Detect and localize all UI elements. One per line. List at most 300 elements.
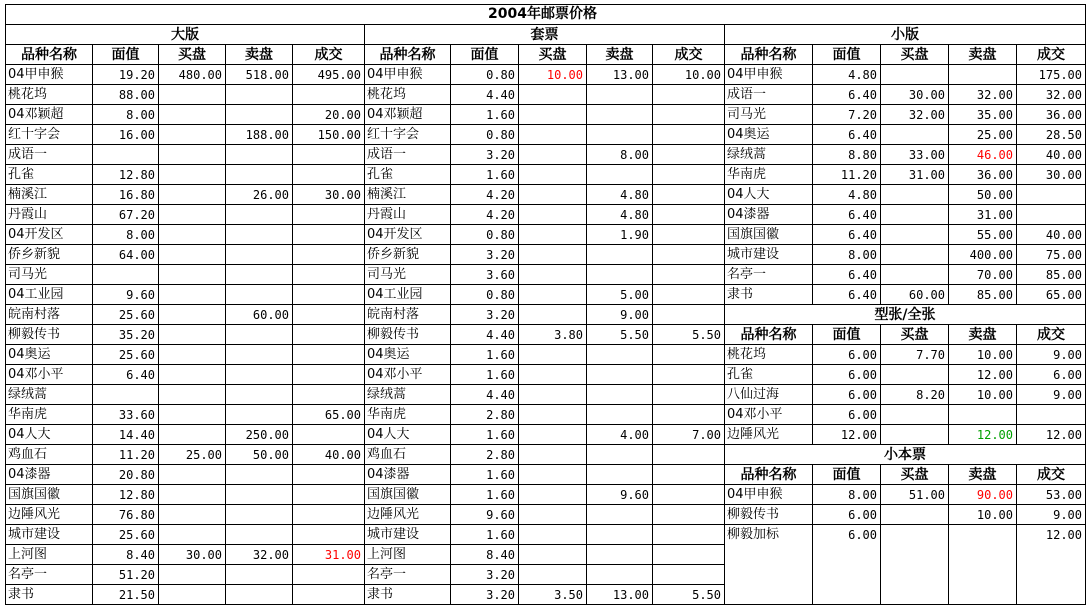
- price-cell: 50.00: [252, 448, 289, 462]
- stamp-name-cell: 04邓颖超: [367, 107, 423, 122]
- section-title: 小本票: [884, 447, 926, 463]
- price-cell: 4.20: [486, 188, 515, 202]
- stamp-name-cell: 04人大: [8, 427, 51, 442]
- price-cell: [226, 345, 292, 365]
- grid-line: [5, 364, 725, 365]
- price-cell: [949, 405, 1016, 425]
- price-cell: [653, 385, 724, 405]
- price-cell: [653, 285, 724, 305]
- price-cell: 12.00: [976, 368, 1013, 382]
- price-cell: [293, 285, 364, 305]
- price-cell: 4.40: [486, 388, 515, 402]
- price-cell: [653, 205, 724, 225]
- grid-line: [724, 144, 1086, 145]
- price-cell: 30.00: [185, 548, 222, 562]
- stamp-name-cell: 八仙过海: [727, 387, 780, 402]
- grid-line: [5, 184, 725, 185]
- grid-line: [724, 64, 1086, 65]
- price-cell: [93, 265, 158, 285]
- grid-line: [5, 24, 6, 604]
- stamp-name-cell: 成语一: [8, 147, 48, 162]
- price-cell: [519, 145, 586, 165]
- grid-line: [724, 364, 1086, 365]
- price-cell: [159, 345, 225, 365]
- column-header: 买盘: [900, 467, 929, 483]
- price-cell: 31.00: [976, 208, 1013, 222]
- price-cell: 32.00: [252, 548, 289, 562]
- price-cell: 8.40: [486, 548, 515, 562]
- price-cell: 32.00: [976, 88, 1013, 102]
- price-cell: [159, 305, 225, 325]
- price-cell: 3.20: [486, 568, 515, 582]
- price-cell: 33.60: [118, 408, 155, 422]
- price-cell: 400.00: [969, 248, 1013, 262]
- stamp-name-cell: 司马光: [727, 107, 767, 122]
- stamp-name-cell: 上河图: [367, 547, 407, 562]
- stamp-name-cell: 04甲申猴: [727, 487, 783, 502]
- column-header: 品种名称: [740, 327, 797, 343]
- grid-line: [5, 324, 725, 325]
- price-cell: 20.80: [118, 468, 155, 482]
- grid-line: [724, 264, 1086, 265]
- stamp-name-cell: 04甲申猴: [727, 67, 783, 82]
- price-cell: [587, 125, 652, 145]
- price-cell: 4.20: [486, 208, 515, 222]
- price-cell: 4.80: [848, 68, 877, 82]
- price-cell: [587, 105, 652, 125]
- column-header: 成交: [314, 47, 343, 63]
- stamp-name-cell: 隶书: [8, 587, 35, 602]
- grid-line: [450, 44, 451, 604]
- grid-line: [724, 204, 1086, 205]
- stamp-name-cell: 绿绒蒿: [8, 387, 48, 402]
- stamp-name-cell: 侨乡新貌: [367, 247, 420, 262]
- price-cell: 65.00: [1045, 288, 1082, 302]
- price-cell: 60.00: [252, 308, 289, 322]
- price-cell: [881, 245, 948, 265]
- price-cell: 4.40: [486, 328, 515, 342]
- price-cell: [159, 165, 225, 185]
- price-cell: 25.00: [185, 448, 222, 462]
- price-cell: [226, 365, 292, 385]
- stamp-name-cell: 柳毅加标: [727, 527, 780, 542]
- price-cell: [881, 185, 948, 205]
- stamp-name-cell: 边陲风光: [727, 427, 780, 442]
- grid-line: [948, 464, 949, 604]
- price-cell: [519, 405, 586, 425]
- price-cell: [226, 485, 292, 505]
- price-cell: [293, 265, 364, 285]
- stamp-name-cell: 孔雀: [367, 167, 394, 182]
- price-cell: [293, 485, 364, 505]
- price-cell: [653, 485, 724, 505]
- price-cell: [159, 105, 225, 125]
- stamp-name-cell: 城市建设: [727, 247, 780, 262]
- price-cell: [653, 245, 724, 265]
- price-cell: 10.00: [976, 388, 1013, 402]
- stamp-name-cell: 04漆器: [8, 467, 51, 482]
- stamp-name-cell: 桃花坞: [8, 87, 48, 102]
- price-cell: 32.00: [1045, 88, 1082, 102]
- stamp-name-cell: 城市建设: [367, 527, 420, 542]
- price-cell: [293, 565, 364, 585]
- price-cell: 1.60: [486, 348, 515, 362]
- stamp-name-cell: 鸡血石: [8, 447, 48, 462]
- price-cell: [653, 185, 724, 205]
- price-cell: [519, 365, 586, 385]
- price-cell: [587, 445, 652, 465]
- price-cell: 4.80: [620, 188, 649, 202]
- price-cell: [881, 225, 948, 245]
- price-cell: [226, 465, 292, 485]
- grid-line: [948, 44, 949, 304]
- price-cell: [159, 225, 225, 245]
- price-cell: [519, 485, 586, 505]
- price-cell: [881, 265, 948, 285]
- price-cell: 11.20: [118, 448, 155, 462]
- price-cell: [159, 405, 225, 425]
- price-cell: 25.60: [118, 348, 155, 362]
- price-cell: 1.90: [620, 228, 649, 242]
- section-title: 型张/全张: [874, 307, 936, 323]
- column-header: 卖盘: [968, 327, 997, 343]
- grid-line: [5, 44, 1086, 45]
- price-cell: 25.60: [118, 528, 155, 542]
- price-cell: 10.00: [976, 508, 1013, 522]
- price-cell: [519, 245, 586, 265]
- price-cell: [293, 205, 364, 225]
- price-cell: 85.00: [976, 288, 1013, 302]
- price-cell: 9.00: [620, 308, 649, 322]
- price-cell: 6.40: [126, 368, 155, 382]
- price-cell: 1.60: [486, 468, 515, 482]
- price-cell: [519, 545, 586, 565]
- price-cell: [653, 345, 724, 365]
- grid-line: [5, 544, 725, 545]
- price-cell: 51.20: [118, 568, 155, 582]
- price-cell: 51.00: [908, 488, 945, 502]
- price-cell: 4.00: [620, 428, 649, 442]
- price-cell: 0.80: [486, 288, 515, 302]
- grid-line: [5, 584, 725, 585]
- price-cell: 9.60: [486, 508, 515, 522]
- grid-line: [724, 464, 1086, 465]
- grid-line: [724, 124, 1086, 125]
- price-cell: 13.00: [612, 588, 649, 602]
- price-cell: 75.00: [1045, 248, 1082, 262]
- price-cell: 21.50: [118, 588, 155, 602]
- stamp-name-cell: 国旗国徽: [727, 227, 780, 242]
- price-cell: 64.00: [118, 248, 155, 262]
- price-cell: 480.00: [178, 68, 222, 82]
- stamp-name-cell: 司马光: [367, 267, 407, 282]
- price-cell: 40.00: [1045, 148, 1082, 162]
- price-cell: 6.40: [848, 288, 877, 302]
- grid-line: [812, 44, 813, 304]
- grid-line: [724, 444, 1086, 445]
- stamp-name-cell: 名亭一: [367, 567, 407, 582]
- grid-line: [5, 244, 725, 245]
- price-cell: 55.00: [976, 228, 1013, 242]
- price-cell: [293, 325, 364, 345]
- price-cell: [226, 245, 292, 265]
- price-cell: 8.00: [848, 488, 877, 502]
- price-cell: [881, 125, 948, 145]
- price-cell: [226, 405, 292, 425]
- grid-line: [724, 24, 725, 604]
- price-cell: [226, 505, 292, 525]
- price-cell: 90.00: [976, 488, 1013, 502]
- grid-line: [5, 384, 725, 385]
- grid-line: [5, 564, 725, 565]
- stamp-name-cell: 侨乡新貌: [8, 247, 61, 262]
- stamp-name-cell: 04工业园: [8, 287, 64, 302]
- price-cell: 175.00: [1038, 68, 1082, 82]
- column-header: 面值: [832, 47, 861, 63]
- stamp-name-cell: 鸡血石: [367, 447, 407, 462]
- price-cell: 8.00: [126, 228, 155, 242]
- grid-line: [724, 344, 1086, 345]
- grid-line: [5, 224, 725, 225]
- price-cell: [519, 265, 586, 285]
- price-cell: 11.20: [840, 168, 877, 182]
- grid-line: [5, 444, 725, 445]
- price-cell: 76.80: [118, 508, 155, 522]
- price-cell: 26.00: [252, 188, 289, 202]
- price-cell: [653, 365, 724, 385]
- price-cell: 9.00: [1053, 348, 1082, 362]
- price-cell: [881, 425, 948, 445]
- grid-line: [5, 404, 725, 405]
- grid-line: [5, 84, 725, 85]
- grid-line: [724, 284, 1086, 285]
- price-cell: [519, 445, 586, 465]
- price-cell: [653, 165, 724, 185]
- price-cell: 67.20: [118, 208, 155, 222]
- price-cell: [293, 505, 364, 525]
- price-cell: [587, 505, 652, 525]
- price-cell: 16.00: [118, 128, 155, 142]
- grid-line: [724, 324, 1086, 325]
- column-header: 面值: [111, 47, 140, 63]
- price-cell: 6.40: [848, 128, 877, 142]
- price-cell: 9.00: [1053, 388, 1082, 402]
- price-cell: [159, 325, 225, 345]
- price-cell: [293, 385, 364, 405]
- grid-line: [5, 524, 725, 525]
- price-cell: 53.00: [1045, 488, 1082, 502]
- grid-line: [5, 144, 725, 145]
- stamp-name-cell: 孔雀: [8, 167, 35, 182]
- section-title: 大版: [171, 27, 199, 43]
- price-cell: [587, 165, 652, 185]
- price-cell: 6.00: [848, 408, 877, 422]
- price-cell: 13.00: [612, 68, 649, 82]
- grid-line: [1016, 324, 1017, 444]
- price-cell: [159, 565, 225, 585]
- price-cell: [293, 145, 364, 165]
- column-header: 买盘: [178, 47, 206, 63]
- grid-line: [724, 164, 1086, 165]
- stamp-name-cell: 04邓小平: [727, 407, 783, 422]
- grid-line: [724, 524, 1086, 525]
- price-cell: [653, 505, 724, 525]
- stamp-name-cell: 隶书: [367, 587, 394, 602]
- stamp-name-cell: 04人大: [367, 427, 410, 442]
- price-cell: 3.50: [554, 588, 583, 602]
- price-cell: 9.60: [126, 288, 155, 302]
- price-cell: 25.60: [118, 308, 155, 322]
- stamp-name-cell: 孔雀: [727, 367, 754, 382]
- price-cell: 50.00: [976, 188, 1013, 202]
- stamp-name-cell: 绿绒蒿: [727, 147, 767, 162]
- price-cell: 25.00: [976, 128, 1013, 142]
- grid-line: [158, 44, 159, 604]
- column-header: 成交: [674, 47, 703, 63]
- price-cell: [653, 125, 724, 145]
- price-cell: 150.00: [317, 128, 361, 142]
- price-cell: [226, 205, 292, 225]
- stamp-name-cell: 边陲风光: [367, 507, 420, 522]
- price-cell: 6.40: [848, 268, 877, 282]
- price-cell: [1017, 205, 1085, 225]
- price-cell: 1.60: [486, 108, 515, 122]
- grid-line: [724, 384, 1086, 385]
- grid-line: [5, 504, 725, 505]
- price-cell: [293, 225, 364, 245]
- price-cell: [587, 465, 652, 485]
- grid-line: [724, 424, 1086, 425]
- price-cell: 32.00: [908, 108, 945, 122]
- price-cell: [159, 385, 225, 405]
- price-cell: 6.00: [1053, 368, 1082, 382]
- grid-line: [5, 204, 725, 205]
- column-header: 卖盘: [605, 47, 634, 63]
- price-cell: 9.00: [1053, 508, 1082, 522]
- price-cell: [159, 185, 225, 205]
- grid-line: [5, 4, 1086, 5]
- price-cell: [587, 265, 652, 285]
- price-cell: [1017, 185, 1085, 205]
- price-cell: 6.40: [848, 208, 877, 222]
- price-cell: 28.50: [1045, 128, 1082, 142]
- stamp-name-cell: 丹霞山: [8, 207, 48, 222]
- price-cell: [653, 465, 724, 485]
- grid-line: [724, 104, 1086, 105]
- stamp-name-cell: 04工业园: [367, 287, 423, 302]
- price-cell: 0.80: [486, 128, 515, 142]
- price-cell: 1.60: [486, 488, 515, 502]
- price-cell: [653, 405, 724, 425]
- price-cell: [653, 445, 724, 465]
- stamp-name-cell: 04奥运: [367, 347, 410, 362]
- stamp-name-cell: 04邓小平: [367, 367, 423, 382]
- stamp-name-cell: 柳毅传书: [727, 507, 780, 522]
- price-cell: [1017, 405, 1085, 425]
- price-cell: [293, 245, 364, 265]
- grid-line: [724, 184, 1086, 185]
- price-cell: [881, 505, 948, 525]
- stamp-name-cell: 04开发区: [367, 227, 423, 242]
- price-cell: 4.80: [848, 188, 877, 202]
- stamp-name-cell: 城市建设: [8, 527, 61, 542]
- price-cell: 10.00: [976, 348, 1013, 362]
- stamp-name-cell: 楠溪江: [8, 187, 48, 202]
- price-cell: [653, 225, 724, 245]
- column-header: 面值: [470, 47, 499, 63]
- price-cell: [519, 205, 586, 225]
- price-cell: [519, 185, 586, 205]
- section-title: 套票: [530, 27, 559, 43]
- price-cell: [293, 585, 364, 605]
- column-header: 成交: [1037, 327, 1065, 343]
- price-cell: 2.80: [486, 448, 515, 462]
- price-cell: 9.60: [620, 488, 649, 502]
- stamp-name-cell: 04漆器: [367, 467, 410, 482]
- price-cell: 6.00: [848, 508, 877, 522]
- price-cell: [293, 165, 364, 185]
- price-cell: 12.00: [976, 428, 1013, 442]
- grid-line: [5, 284, 725, 285]
- price-cell: [949, 525, 1016, 545]
- price-cell: [159, 205, 225, 225]
- column-header: 面值: [832, 327, 861, 343]
- column-header: 卖盘: [245, 47, 273, 63]
- stamp-name-cell: 皖南村落: [367, 307, 420, 322]
- price-cell: [881, 365, 948, 385]
- price-cell: 12.80: [118, 168, 155, 182]
- grid-line: [880, 44, 881, 304]
- price-cell: [226, 285, 292, 305]
- price-cell: 3.20: [486, 148, 515, 162]
- grid-line: [724, 84, 1086, 85]
- price-cell: 1.60: [486, 428, 515, 442]
- grid-line: [92, 44, 93, 604]
- price-cell: [519, 505, 586, 525]
- price-cell: 8.00: [620, 148, 649, 162]
- price-cell: [159, 265, 225, 285]
- price-cell: [519, 345, 586, 365]
- stamp-name-cell: 国旗国徽: [8, 487, 61, 502]
- grid-line: [5, 124, 725, 125]
- price-cell: 40.00: [324, 448, 361, 462]
- stamp-name-cell: 隶书: [727, 287, 754, 302]
- price-cell: 10.00: [684, 68, 721, 82]
- price-cell: [293, 425, 364, 445]
- grid-line: [518, 44, 519, 604]
- grid-line: [5, 464, 725, 465]
- price-cell: [587, 405, 652, 425]
- price-cell: [519, 165, 586, 185]
- price-cell: 5.50: [692, 588, 721, 602]
- price-cell: 5.00: [620, 288, 649, 302]
- price-cell: 3.60: [486, 268, 515, 282]
- stamp-name-cell: 04人大: [727, 187, 770, 202]
- stamp-name-cell: 柳毅传书: [367, 327, 420, 342]
- grid-line: [1016, 44, 1017, 304]
- price-cell: [93, 385, 158, 405]
- column-header: 成交: [1037, 467, 1065, 483]
- price-cell: [226, 85, 292, 105]
- price-cell: 8.20: [916, 388, 945, 402]
- price-cell: 88.00: [118, 88, 155, 102]
- price-cell: 0.80: [486, 68, 515, 82]
- grid-line: [652, 44, 653, 604]
- price-cell: 6.00: [848, 388, 877, 402]
- section-title: 小版: [891, 27, 919, 43]
- price-cell: 31.00: [324, 548, 361, 562]
- grid-line: [5, 264, 725, 265]
